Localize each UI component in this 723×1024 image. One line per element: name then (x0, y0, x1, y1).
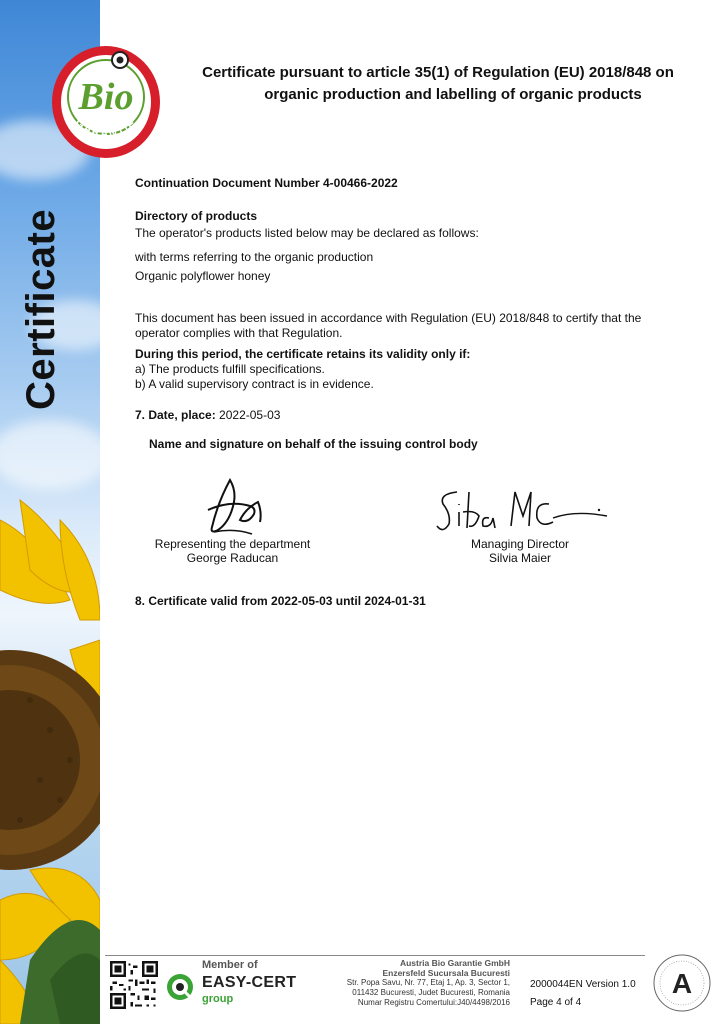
validity-condition-a: a) The products fulfill specifications. (135, 362, 325, 376)
page-number: Page 4 of 4 (530, 997, 582, 1008)
directory-intro: The operator's products listed below may be declared as follows: (135, 226, 479, 240)
date-place-label: 7. Date, place: (135, 408, 216, 422)
address-city: 011432 Bucuresti, Judet Bucuresti, Romania (352, 988, 510, 997)
accreditation-letter: A (671, 968, 693, 999)
header-line-1: Certificate pursuant to article 35(1) of Regulation (EU) 2018/848 on (202, 64, 674, 81)
validity-condition-b: b) A valid supervisory contract is in evidence. (135, 377, 374, 391)
directory-heading: Directory of products (135, 209, 258, 223)
address-street: Str. Popa Savu, Nr. 77, Etaj 1, Ap. 3, Sector 1, (346, 978, 510, 987)
directory-terms: with terms referring to the organic production (135, 250, 374, 264)
date-place-value: 2022-05-03 (219, 408, 281, 422)
signature-heading: Name and signature on behalf of the issuing control body (149, 437, 478, 451)
issued-statement (135, 311, 695, 341)
easy-cert-logo-icon (165, 972, 195, 1002)
validity-heading: During this period, the certificate retains its validity only if: (135, 347, 471, 361)
signature-maier (435, 482, 610, 537)
address-registry: Numar Registru Comertului:J40/4498/2016 (357, 998, 510, 1007)
document-version: 2000044EN Version 1.0 (530, 979, 636, 990)
issuer-address (330, 958, 510, 1008)
easy-cert-name: EASY-CERT (202, 974, 297, 991)
continuation-number: Continuation Document Number 4-00466-2022 (135, 176, 398, 190)
vertical-certificate-title: Certificate (19, 208, 63, 410)
bio-garantie-logo (50, 42, 162, 160)
certificate-valid-period: 8. Certificate valid from 2022-05-03 until 2024-01-31 (135, 594, 426, 608)
document-meta (530, 976, 636, 1012)
date-place (135, 408, 695, 423)
signer-2-name: Silvia Maier (488, 551, 551, 565)
signer-2-caption (440, 537, 600, 565)
address-branch: Enzersfeld Sucursala Bucuresti (382, 968, 510, 978)
product-name: Organic polyflower honey (135, 269, 271, 283)
signer-1-name: George Raducan (186, 551, 279, 565)
signer-1-caption (140, 537, 325, 565)
validity-conditions (135, 347, 695, 392)
address-company: Austria Bio Garantie GmbH (399, 958, 510, 968)
issued-line-2: operator complies with that Regulation. (135, 326, 343, 340)
issued-line-1: This document has been issued in accordance with Regulation (EU) 2018/848 to certify that the (135, 311, 642, 325)
qr-code (110, 961, 158, 1009)
accreditation-seal (652, 953, 712, 1013)
header-line-2: organic production and labelling of organic products (264, 86, 642, 103)
footer (105, 955, 645, 1013)
member-of-label: Member of (202, 959, 258, 971)
logo-word: Bio (78, 76, 134, 118)
easy-cert-group: group (202, 993, 234, 1005)
certificate-header (178, 62, 698, 106)
signature-raducan (200, 472, 270, 538)
signer-1-role: Representing the department (154, 537, 311, 551)
signer-2-role: Managing Director (470, 537, 570, 551)
logo-ring-text: GARANTIE (72, 116, 140, 141)
